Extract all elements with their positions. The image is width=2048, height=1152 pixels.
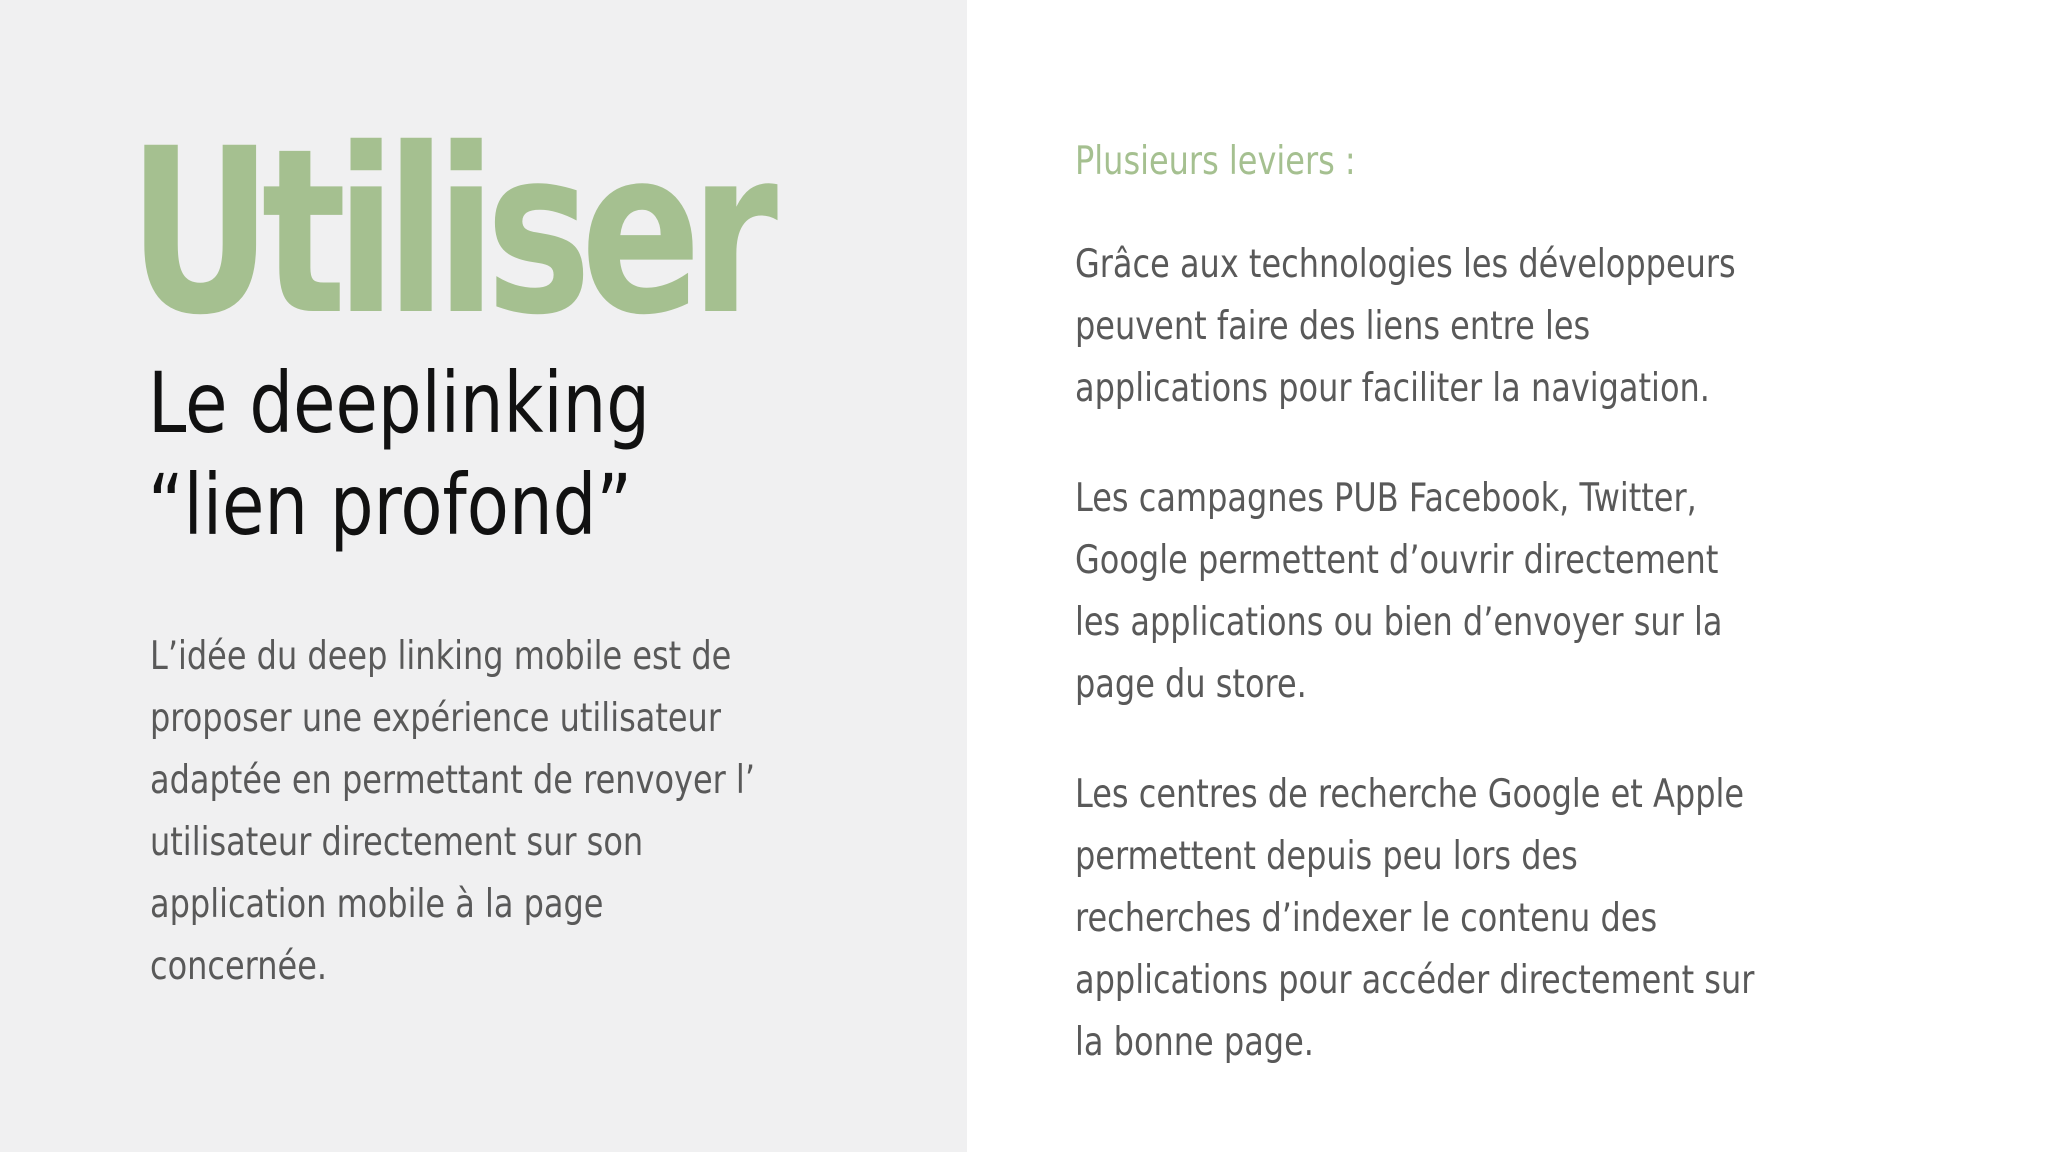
lever-paragraph-search (1075, 764, 1754, 1074)
left-panel (0, 0, 967, 1152)
body-line: L’idée du deep linking mobile est de (150, 634, 732, 679)
subtitle-line: “lien profond” (148, 456, 633, 554)
paragraph-line: peuvent faire des liens entre les (1075, 304, 1591, 349)
slide-subtitle (148, 352, 650, 556)
body-line: application mobile à la page (150, 882, 604, 927)
levers-section (1075, 130, 1904, 1122)
body-line: utilisateur directement sur son (150, 820, 644, 865)
slide-title: Utiliser (128, 99, 768, 365)
subtitle-line: Le deeplinking (148, 354, 650, 452)
lever-paragraph-technologies (1075, 234, 1754, 420)
levers-heading: Plusieurs leviers : (1075, 139, 1356, 184)
body-line: proposer une expérience utilisateur (150, 696, 721, 741)
paragraph-line: recherches d’indexer le contenu des (1075, 896, 1658, 941)
body-line: adaptée en permettant de renvoyer l’ (150, 758, 755, 803)
paragraph-line: Google permettent d’ouvrir directement (1075, 538, 1719, 583)
paragraph-line: applications pour accéder directement sur (1075, 958, 1755, 1003)
paragraph-line: Les centres de recherche Google et Apple (1075, 772, 1745, 817)
body-line: concernée. (150, 944, 328, 989)
paragraph-line: permettent depuis peu lors des (1075, 834, 1578, 879)
deeplinking-description (150, 626, 773, 998)
paragraph-line: Les campagnes PUB Facebook, Twitter, (1075, 476, 1697, 521)
paragraph-line: Grâce aux technologies les développeurs (1075, 242, 1736, 287)
paragraph-line: la bonne page. (1075, 1020, 1314, 1065)
paragraph-line: page du store. (1075, 662, 1307, 707)
paragraph-line: applications pour faciliter la navigation. (1075, 366, 1710, 411)
paragraph-line: les applications ou bien d’envoyer sur la (1075, 600, 1723, 645)
lever-paragraph-campaigns (1075, 468, 1754, 716)
